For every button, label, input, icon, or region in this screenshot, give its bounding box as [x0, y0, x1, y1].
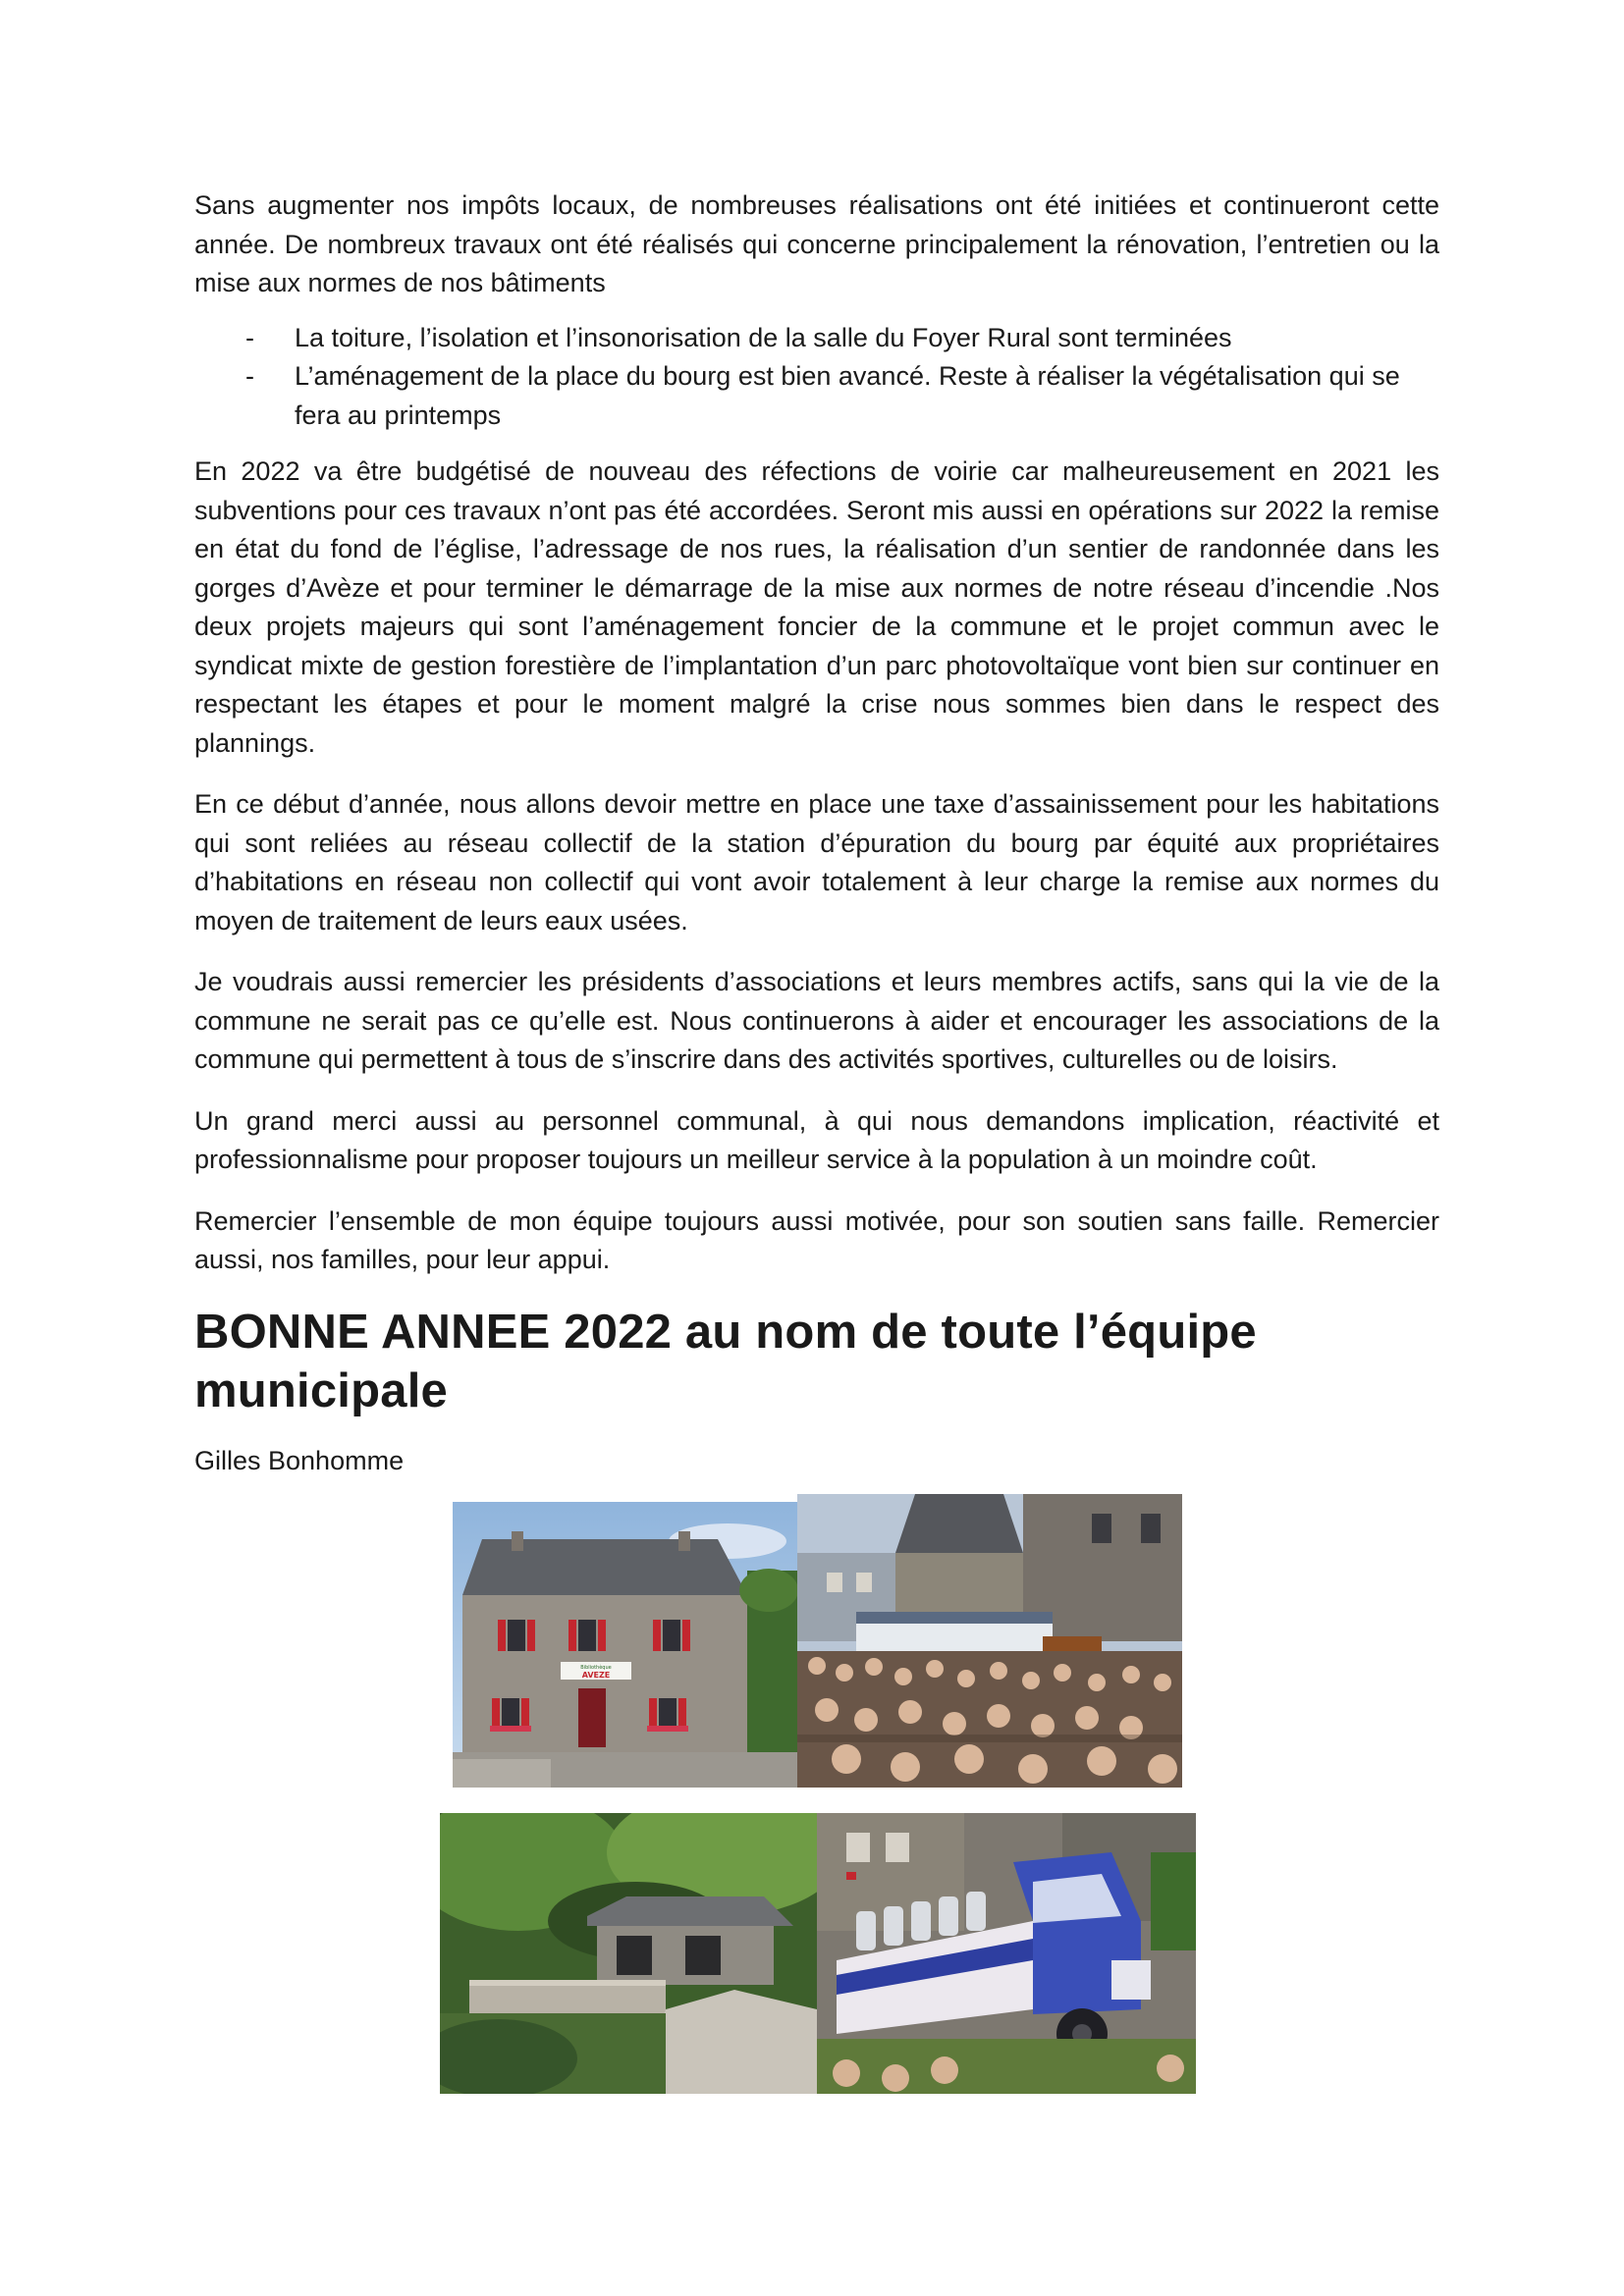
festival-crowd-photo — [797, 1494, 1182, 1788]
greeting-heading: BONNE ANNEE 2022 au nom de toute l’équipe municipale — [194, 1305, 1257, 1417]
list-item — [194, 319, 1439, 358]
letter-body — [194, 187, 1439, 1480]
paragraph-staff: Un grand merci aussi au personnel communal, à qui nous demandons implication, réactivité et professionnalisme pour proposer toujours un meilleur service à la population à un moindre coût. — [194, 1105, 1439, 1174]
flower-truck-photo — [817, 1813, 1196, 2094]
works-list — [194, 319, 1439, 436]
signature: Gilles Bonhomme — [194, 1445, 405, 1475]
town-hall-photo — [453, 1502, 797, 1788]
list-item-text: La toiture, l’isolation et l’insonorisation de la salle du Foyer Rural sont terminées — [295, 322, 1232, 352]
list-item-text: L’aménagement de la place du bourg est bien avancé. Reste à réaliser la végétalisation qui se fera au printemps — [295, 361, 1400, 430]
sign-small-text: Bibliothèque — [580, 1665, 612, 1671]
paragraph-associations: Je voudrais aussi remercier les présidents d’associations et leurs membres actifs, sans qui la vie de la commune ne serait pas ce qu’elle est. Nous continuerons à aider et encourager les associations de la commune qui permettent à tous de s’inscrire dans des activités sportives, culturelles ou de loisirs. — [194, 967, 1439, 1074]
bullet-dash: - — [245, 322, 254, 352]
paragraph-projects: En 2022 va être budgétisé de nouveau des réfections de voirie car malheureusement en 2021 les subventions pour ces travaux n’ont pas été accordées. Seront mis aussi en opérations sur 2022 la remise en état du fond de l’église, l’adressage de nos rues, la réalisation d’un sentier de randonnée dans les gorges d’Avèze et pour terminer le démarrage de la mise aux normes de notre réseau d’incendie .Nos deux projets majeurs qui sont l’aménagement foncier de la commune et le projet commun avec le syndicat mixte de gestion forestière de l’implantation d’un parc photovoltaïque vont bien sur continuer en respectant les étapes et pour le moment malgré la crise nous sommes bien dans le respect des plannings. — [194, 456, 1439, 758]
paragraph-sanitation-tax: En ce début d’année, nous allons devoir mettre en place une taxe d’assainissement pour les habitations qui sont reliées au réseau collectif de la station d’épuration du bourg par équité aux propriétaires d’habitations en réseau non collectif qui vont avoir totalement à leur charge la remise aux normes du moyen de traitement de leurs eaux usées. — [194, 789, 1439, 935]
sign-text: AVEZE — [581, 1671, 611, 1680]
paragraph-team: Remercier l’ensemble de mon équipe toujours aussi motivée, pour son soutien sans faille. Remercier aussi, nos familles, pour leur appui. — [194, 1205, 1439, 1274]
stone-lavoir-photo — [440, 1813, 817, 2094]
paragraph-intro: Sans augmenter nos impôts locaux, de nombreuses réalisations ont été initiées et continueront cette année. De nombreux travaux ont été réalisés qui concerne principalement la rénovation, l’entretien ou la mise aux normes de nos bâtiments — [194, 190, 1439, 297]
list-item — [194, 357, 1439, 435]
bullet-dash: - — [245, 361, 254, 391]
